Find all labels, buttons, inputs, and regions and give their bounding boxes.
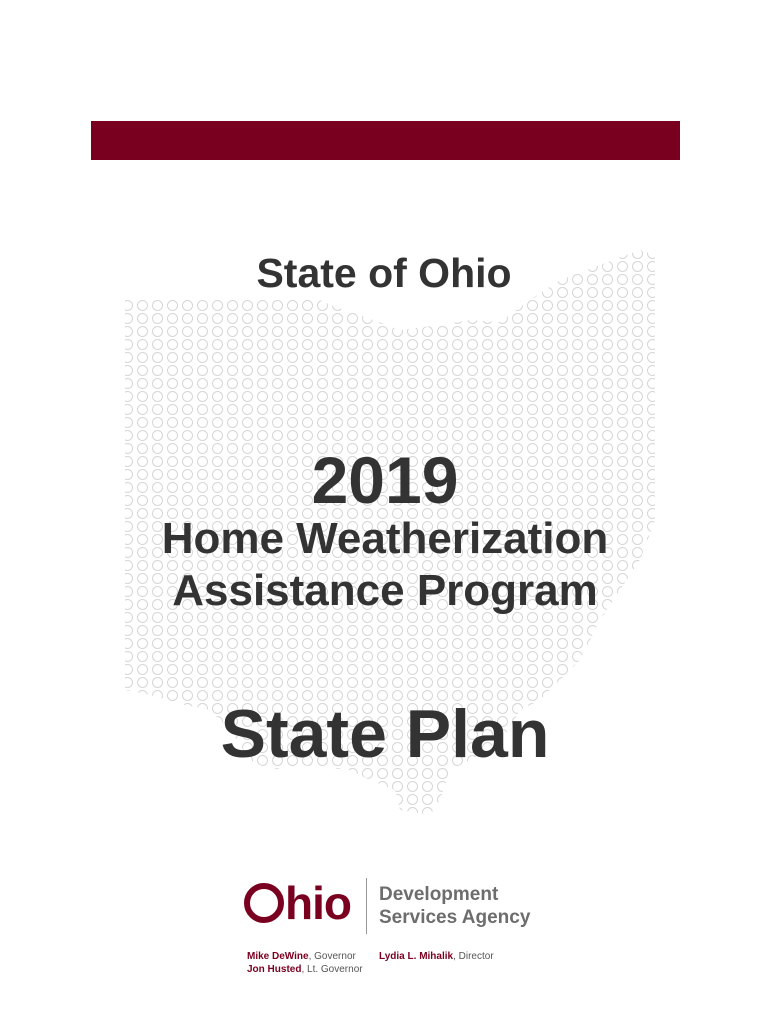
cover-subtitle: State of Ohio: [256, 250, 512, 296]
logo-o-ring-icon: [244, 883, 284, 923]
director-credit: [379, 951, 494, 962]
ohio-logo: [244, 878, 351, 928]
logo-divider: [366, 878, 367, 934]
plan-year: 2019: [311, 443, 459, 517]
document-title: State Plan: [220, 696, 550, 772]
lt-governor-title: , Lt. Governor: [301, 964, 363, 975]
director-name: Lydia L. Mihalik: [379, 951, 454, 962]
director-title: , Director: [453, 951, 494, 962]
governor-title: , Governor: [308, 951, 356, 962]
lt-governor-credit: [247, 964, 363, 975]
program-name-line-1: Home Weatherization: [161, 514, 609, 563]
governor-credit: [247, 951, 356, 962]
agency-name-line-1: Development: [379, 884, 499, 905]
program-name-line-2: Assistance Program: [172, 566, 598, 615]
governor-name: Mike DeWine: [247, 951, 309, 962]
logo-text: hio: [285, 877, 351, 929]
lt-governor-name: Jon Husted: [247, 964, 302, 975]
agency-name-line-2: Services Agency: [379, 907, 531, 928]
